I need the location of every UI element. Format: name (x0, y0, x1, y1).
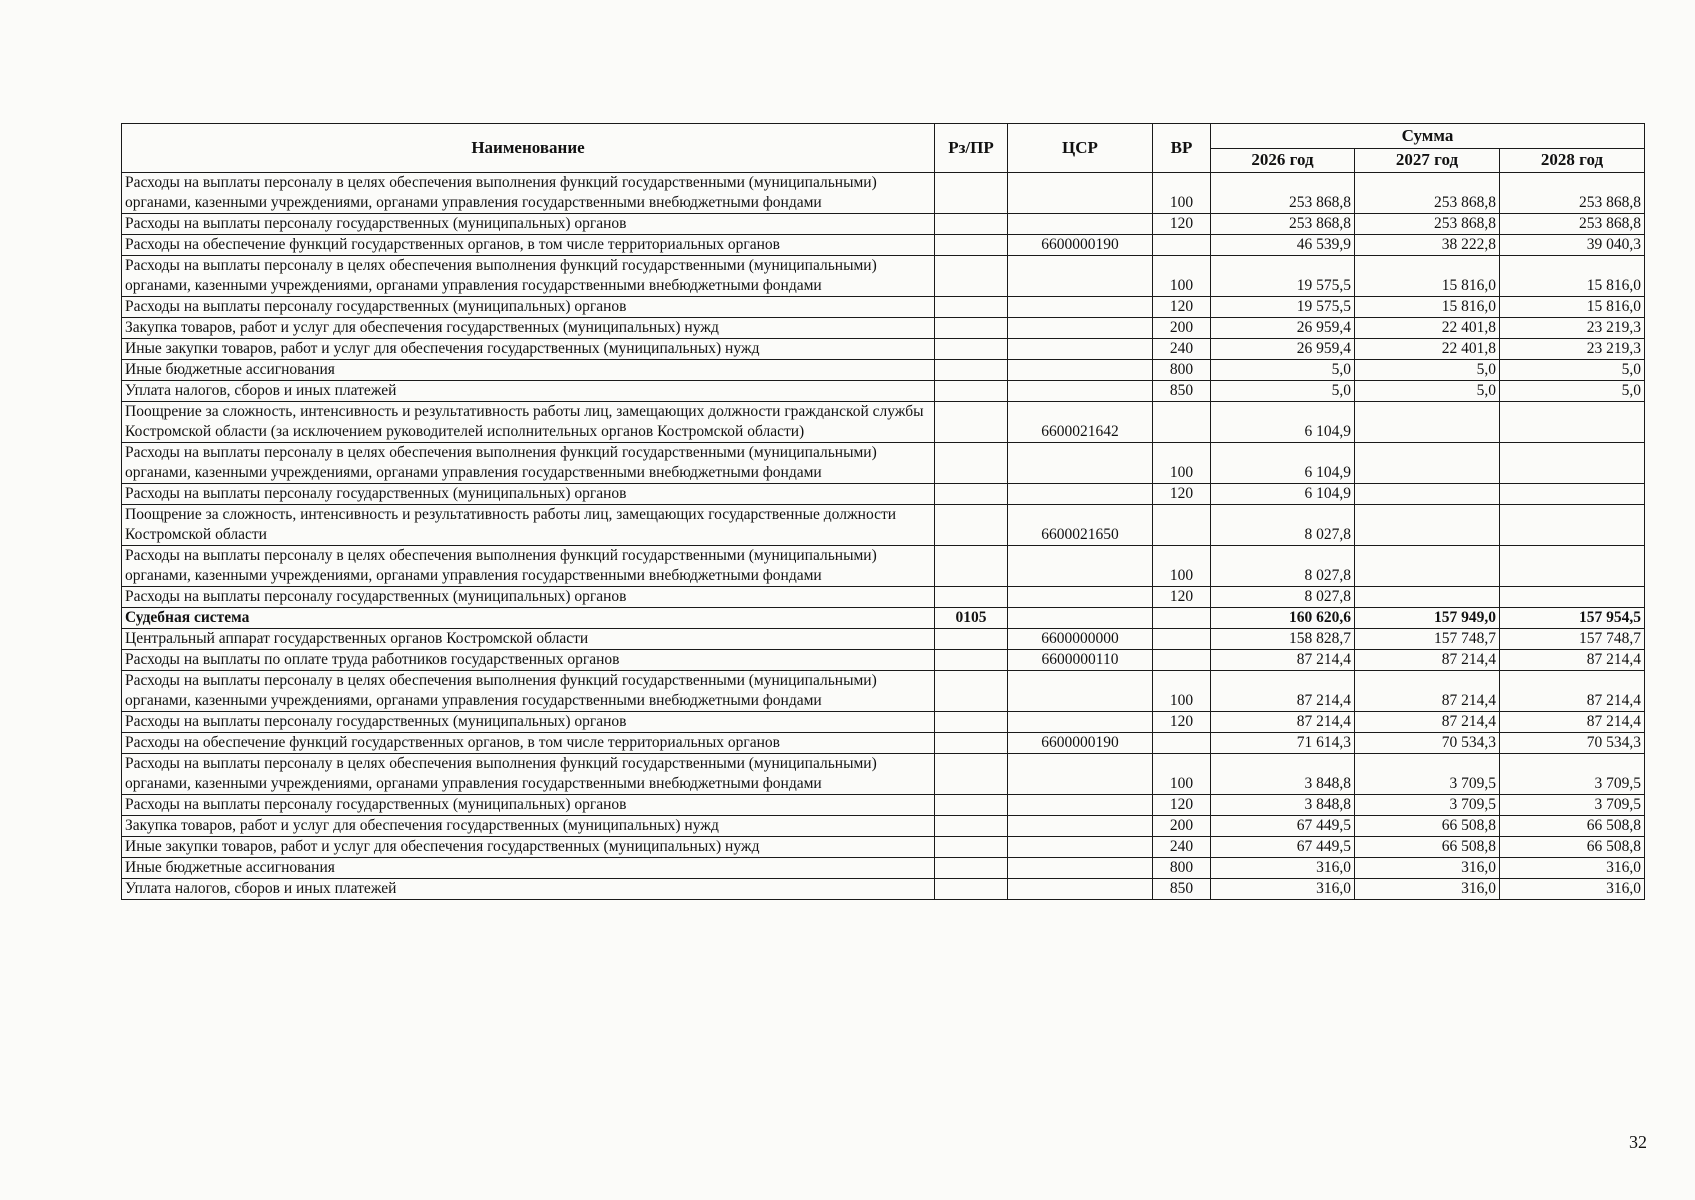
cell-2027: 3 709,5 (1355, 754, 1500, 795)
cell-vr: 120 (1153, 712, 1211, 733)
cell-2028: 5,0 (1500, 360, 1645, 381)
cell-2028 (1500, 402, 1645, 443)
cell-name: Закупка товаров, работ и услуг для обеспечения государственных (муниципальных) нужд (122, 318, 935, 339)
cell-csr (1008, 173, 1153, 214)
cell-2027: 70 534,3 (1355, 733, 1500, 754)
cell-rzpr (935, 214, 1008, 235)
cell-csr (1008, 837, 1153, 858)
cell-2026: 3 848,8 (1211, 754, 1355, 795)
cell-rzpr (935, 587, 1008, 608)
table-row (122, 402, 1645, 443)
cell-2026: 6 104,9 (1211, 402, 1355, 443)
table-row (122, 443, 1645, 484)
cell-2026: 158 828,7 (1211, 629, 1355, 650)
cell-2027 (1355, 546, 1500, 587)
cell-csr (1008, 671, 1153, 712)
cell-2028: 87 214,4 (1500, 671, 1645, 712)
cell-2028 (1500, 443, 1645, 484)
table-row (122, 173, 1645, 214)
cell-csr: 6600000190 (1008, 235, 1153, 256)
cell-vr: 120 (1153, 214, 1211, 235)
cell-2027: 316,0 (1355, 879, 1500, 900)
cell-vr: 120 (1153, 795, 1211, 816)
cell-2028: 23 219,3 (1500, 318, 1645, 339)
cell-vr (1153, 650, 1211, 671)
cell-csr (1008, 297, 1153, 318)
cell-2026: 87 214,4 (1211, 671, 1355, 712)
cell-csr (1008, 318, 1153, 339)
cell-2028: 87 214,4 (1500, 712, 1645, 733)
cell-rzpr (935, 173, 1008, 214)
cell-vr: 200 (1153, 816, 1211, 837)
cell-2026: 87 214,4 (1211, 650, 1355, 671)
cell-csr (1008, 754, 1153, 795)
cell-rzpr (935, 712, 1008, 733)
cell-name: Иные закупки товаров, работ и услуг для обеспечения государственных (муниципальных) нужд (122, 837, 935, 858)
cell-name: Расходы на выплаты персоналу государственных (муниципальных) органов (122, 712, 935, 733)
table-row (122, 733, 1645, 754)
cell-name: Иные бюджетные ассигнования (122, 858, 935, 879)
cell-2026: 87 214,4 (1211, 712, 1355, 733)
cell-rzpr (935, 879, 1008, 900)
cell-csr (1008, 360, 1153, 381)
cell-2026: 67 449,5 (1211, 816, 1355, 837)
header-year-2027: 2027 год (1355, 148, 1500, 173)
cell-vr: 120 (1153, 484, 1211, 505)
cell-2027: 87 214,4 (1355, 671, 1500, 712)
cell-2028: 253 868,8 (1500, 173, 1645, 214)
cell-2026: 67 449,5 (1211, 837, 1355, 858)
cell-vr: 800 (1153, 360, 1211, 381)
cell-vr: 100 (1153, 443, 1211, 484)
cell-vr: 100 (1153, 546, 1211, 587)
cell-rzpr (935, 795, 1008, 816)
table-row (122, 381, 1645, 402)
cell-vr (1153, 608, 1211, 629)
table-row (122, 297, 1645, 318)
cell-2026: 253 868,8 (1211, 214, 1355, 235)
cell-name: Расходы на выплаты персоналу в целях обеспечения выполнения функций государственными (муниципальными) органами, казенными учреждениями, органами управления государственными внебюджетными фондами (122, 671, 935, 712)
cell-csr: 6600000110 (1008, 650, 1153, 671)
table-row (122, 339, 1645, 360)
cell-csr: 6600000190 (1008, 733, 1153, 754)
budget-table (121, 123, 1645, 900)
header-name: Наименование (122, 124, 935, 173)
cell-2028: 66 508,8 (1500, 837, 1645, 858)
cell-rzpr (935, 484, 1008, 505)
cell-2027 (1355, 484, 1500, 505)
cell-2027: 66 508,8 (1355, 837, 1500, 858)
page-number: 32 (1629, 1132, 1647, 1152)
cell-2027: 87 214,4 (1355, 712, 1500, 733)
cell-vr (1153, 733, 1211, 754)
cell-rzpr (935, 837, 1008, 858)
cell-name: Уплата налогов, сборов и иных платежей (122, 879, 935, 900)
cell-name: Уплата налогов, сборов и иных платежей (122, 381, 935, 402)
cell-csr: 6600000000 (1008, 629, 1153, 650)
cell-2027: 5,0 (1355, 381, 1500, 402)
cell-rzpr (935, 381, 1008, 402)
cell-name: Иные закупки товаров, работ и услуг для обеспечения государственных (муниципальных) нужд (122, 339, 935, 360)
cell-vr: 100 (1153, 671, 1211, 712)
cell-2027: 38 222,8 (1355, 235, 1500, 256)
cell-vr: 240 (1153, 837, 1211, 858)
cell-vr: 120 (1153, 297, 1211, 318)
cell-name: Центральный аппарат государственных органов Костромской области (122, 629, 935, 650)
cell-2028: 316,0 (1500, 879, 1645, 900)
cell-2028 (1500, 484, 1645, 505)
table-row (122, 546, 1645, 587)
cell-name: Иные бюджетные ассигнования (122, 360, 935, 381)
cell-vr: 200 (1153, 318, 1211, 339)
header-vr: ВР (1153, 124, 1211, 173)
header-year-2028: 2028 год (1500, 148, 1645, 173)
cell-2028 (1500, 505, 1645, 546)
cell-2026: 26 959,4 (1211, 318, 1355, 339)
cell-2028: 87 214,4 (1500, 650, 1645, 671)
cell-2026: 6 104,9 (1211, 484, 1355, 505)
cell-name: Расходы на выплаты персоналу в целях обеспечения выполнения функций государственными (муниципальными) органами, казенными учреждениями, органами управления государственными внебюджетными фондами (122, 754, 935, 795)
cell-name: Расходы на выплаты персоналу государственных (муниципальных) органов (122, 795, 935, 816)
cell-2026: 8 027,8 (1211, 546, 1355, 587)
cell-2026: 8 027,8 (1211, 505, 1355, 546)
table-row (122, 795, 1645, 816)
cell-2028: 3 709,5 (1500, 795, 1645, 816)
cell-rzpr (935, 235, 1008, 256)
cell-2026: 5,0 (1211, 381, 1355, 402)
table-row (122, 754, 1645, 795)
cell-2027 (1355, 443, 1500, 484)
cell-vr: 240 (1153, 339, 1211, 360)
cell-2027: 22 401,8 (1355, 318, 1500, 339)
cell-2028: 66 508,8 (1500, 816, 1645, 837)
cell-csr (1008, 712, 1153, 733)
cell-rzpr (935, 318, 1008, 339)
cell-vr: 100 (1153, 754, 1211, 795)
cell-2028: 157 748,7 (1500, 629, 1645, 650)
table-row (122, 671, 1645, 712)
cell-vr: 120 (1153, 587, 1211, 608)
cell-2028: 5,0 (1500, 381, 1645, 402)
cell-rzpr (935, 402, 1008, 443)
cell-name: Расходы на выплаты персоналу государственных (муниципальных) органов (122, 484, 935, 505)
cell-rzpr (935, 733, 1008, 754)
cell-csr: 6600021642 (1008, 402, 1153, 443)
cell-2028: 253 868,8 (1500, 214, 1645, 235)
cell-2027: 3 709,5 (1355, 795, 1500, 816)
cell-csr (1008, 256, 1153, 297)
cell-2026: 253 868,8 (1211, 173, 1355, 214)
cell-2026: 3 848,8 (1211, 795, 1355, 816)
cell-2027: 253 868,8 (1355, 173, 1500, 214)
table-row (122, 816, 1645, 837)
cell-name: Расходы на выплаты по оплате труда работников государственных органов (122, 650, 935, 671)
table-row (122, 712, 1645, 733)
cell-name: Поощрение за сложность, интенсивность и результативность работы лиц, замещающих государственные должности Костромской области (122, 505, 935, 546)
cell-2028: 70 534,3 (1500, 733, 1645, 754)
cell-rzpr (935, 339, 1008, 360)
cell-name: Поощрение за сложность, интенсивность и результативность работы лиц, замещающих должности гражданской службы Костромской области (за исключением руководителей исполнительных органов Костромской области) (122, 402, 935, 443)
cell-csr (1008, 858, 1153, 879)
table-body (122, 173, 1645, 900)
cell-2028: 3 709,5 (1500, 754, 1645, 795)
table-row (122, 214, 1645, 235)
cell-vr (1153, 402, 1211, 443)
cell-2027: 15 816,0 (1355, 297, 1500, 318)
cell-csr (1008, 381, 1153, 402)
cell-2026: 316,0 (1211, 879, 1355, 900)
cell-2027: 316,0 (1355, 858, 1500, 879)
header-csr: ЦСР (1008, 124, 1153, 173)
cell-2028: 15 816,0 (1500, 256, 1645, 297)
cell-csr (1008, 879, 1153, 900)
cell-vr: 850 (1153, 879, 1211, 900)
cell-name: Расходы на обеспечение функций государственных органов, в том числе территориальных органов (122, 733, 935, 754)
cell-2027 (1355, 402, 1500, 443)
cell-csr (1008, 546, 1153, 587)
cell-2027: 22 401,8 (1355, 339, 1500, 360)
cell-vr (1153, 629, 1211, 650)
cell-rzpr (935, 671, 1008, 712)
cell-2028: 15 816,0 (1500, 297, 1645, 318)
table-row (122, 629, 1645, 650)
cell-2026: 19 575,5 (1211, 297, 1355, 318)
cell-vr: 850 (1153, 381, 1211, 402)
cell-2027 (1355, 587, 1500, 608)
table-row (122, 587, 1645, 608)
cell-2026: 26 959,4 (1211, 339, 1355, 360)
cell-2026: 316,0 (1211, 858, 1355, 879)
header-row-1 (122, 124, 1645, 149)
cell-vr (1153, 235, 1211, 256)
cell-name: Расходы на выплаты персоналу государственных (муниципальных) органов (122, 587, 935, 608)
cell-csr (1008, 587, 1153, 608)
table-row (122, 879, 1645, 900)
cell-csr (1008, 339, 1153, 360)
table-row (122, 318, 1645, 339)
cell-2027: 157 748,7 (1355, 629, 1500, 650)
table-row (122, 858, 1645, 879)
table-row (122, 505, 1645, 546)
cell-rzpr: 0105 (935, 608, 1008, 629)
cell-2027: 157 949,0 (1355, 608, 1500, 629)
table-row (122, 256, 1645, 297)
table-row (122, 837, 1645, 858)
cell-csr (1008, 443, 1153, 484)
table-row (122, 235, 1645, 256)
cell-2027 (1355, 505, 1500, 546)
cell-rzpr (935, 505, 1008, 546)
cell-rzpr (935, 816, 1008, 837)
header-sum: Сумма (1211, 124, 1645, 149)
cell-2027: 15 816,0 (1355, 256, 1500, 297)
cell-2028: 39 040,3 (1500, 235, 1645, 256)
table-row (122, 608, 1645, 629)
cell-vr: 800 (1153, 858, 1211, 879)
cell-name: Расходы на выплаты персоналу в целях обеспечения выполнения функций государственными (муниципальными) органами, казенными учреждениями, органами управления государственными внебюджетными фондами (122, 443, 935, 484)
table-row (122, 650, 1645, 671)
cell-rzpr (935, 297, 1008, 318)
cell-2027: 66 508,8 (1355, 816, 1500, 837)
cell-2026: 160 620,6 (1211, 608, 1355, 629)
cell-csr (1008, 816, 1153, 837)
cell-csr: 6600021650 (1008, 505, 1153, 546)
cell-name: Закупка товаров, работ и услуг для обеспечения государственных (муниципальных) нужд (122, 816, 935, 837)
cell-csr (1008, 484, 1153, 505)
cell-rzpr (935, 443, 1008, 484)
cell-rzpr (935, 858, 1008, 879)
cell-2028 (1500, 546, 1645, 587)
cell-name: Расходы на выплаты персоналу в целях обеспечения выполнения функций государственными (муниципальными) органами, казенными учреждениями, органами управления государственными внебюджетными фондами (122, 173, 935, 214)
cell-2026: 71 614,3 (1211, 733, 1355, 754)
cell-rzpr (935, 650, 1008, 671)
cell-csr (1008, 608, 1153, 629)
cell-vr: 100 (1153, 173, 1211, 214)
table-row (122, 484, 1645, 505)
cell-2026: 6 104,9 (1211, 443, 1355, 484)
cell-name: Расходы на выплаты персоналу в целях обеспечения выполнения функций государственными (муниципальными) органами, казенными учреждениями, органами управления государственными внебюджетными фондами (122, 256, 935, 297)
cell-csr (1008, 795, 1153, 816)
cell-2026: 46 539,9 (1211, 235, 1355, 256)
cell-rzpr (935, 546, 1008, 587)
cell-2026: 5,0 (1211, 360, 1355, 381)
cell-rzpr (935, 256, 1008, 297)
cell-2028: 157 954,5 (1500, 608, 1645, 629)
cell-name: Расходы на выплаты персоналу государственных (муниципальных) органов (122, 214, 935, 235)
header-year-2026: 2026 год (1211, 148, 1355, 173)
cell-2027: 5,0 (1355, 360, 1500, 381)
cell-rzpr (935, 629, 1008, 650)
cell-vr (1153, 505, 1211, 546)
cell-2026: 8 027,8 (1211, 587, 1355, 608)
header-rzpr: Рз/ПР (935, 124, 1008, 173)
cell-rzpr (935, 360, 1008, 381)
cell-2028: 316,0 (1500, 858, 1645, 879)
cell-2028: 23 219,3 (1500, 339, 1645, 360)
cell-vr: 100 (1153, 256, 1211, 297)
cell-name: Расходы на выплаты персоналу в целях обеспечения выполнения функций государственными (муниципальными) органами, казенными учреждениями, органами управления государственными внебюджетными фондами (122, 546, 935, 587)
cell-name: Расходы на выплаты персоналу государственных (муниципальных) органов (122, 297, 935, 318)
cell-rzpr (935, 754, 1008, 795)
cell-csr (1008, 214, 1153, 235)
cell-name: Расходы на обеспечение функций государственных органов, в том числе территориальных органов (122, 235, 935, 256)
cell-2026: 19 575,5 (1211, 256, 1355, 297)
cell-name: Судебная система (122, 608, 935, 629)
cell-2028 (1500, 587, 1645, 608)
cell-2027: 253 868,8 (1355, 214, 1500, 235)
table-row (122, 360, 1645, 381)
cell-2027: 87 214,4 (1355, 650, 1500, 671)
